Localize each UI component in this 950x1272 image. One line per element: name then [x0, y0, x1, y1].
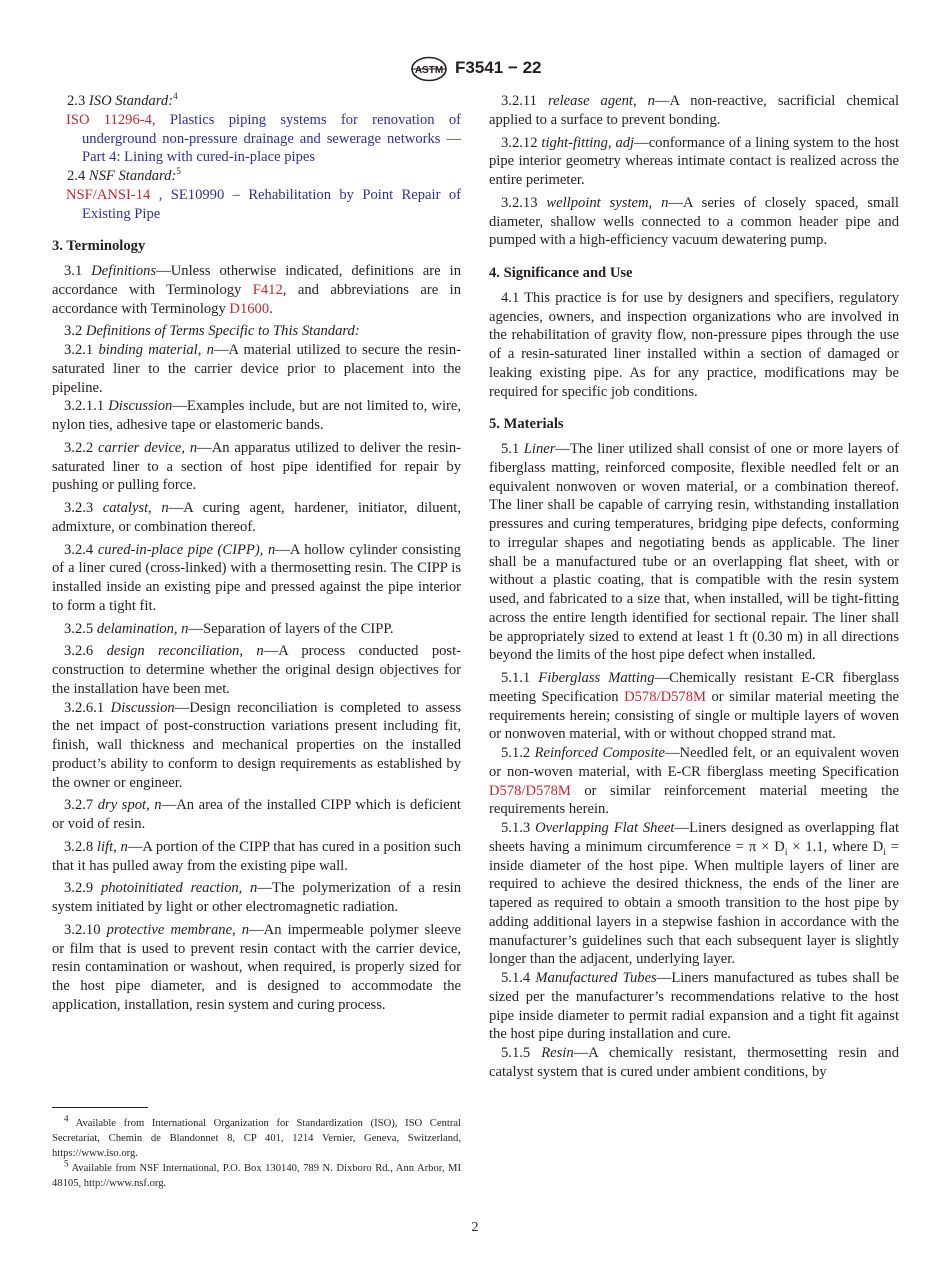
d578-link[interactable]: D578/D578M: [624, 688, 706, 705]
section-number: 2.3: [67, 93, 86, 109]
paragraph-3-2-6: [52, 642, 461, 698]
para-number: 3.2.10: [64, 921, 101, 938]
paragraph-3-2-11: [489, 92, 899, 130]
paragraph-4-1: 4.1 This practice is for use by designers and specifiers, regulatory agencies, owners, and inspection organizations who are involved in the rehabilitation of gravity flow, non-pressure pipes through the use of a resin-saturated liner installed within a section of damaged or leaking existing pipe. As for any practice, modifications may be required for specific job conditions.: [489, 289, 899, 400]
para-text: —Liners designed as overlapping flat sheets having a minimum circumference = π × D: [489, 820, 899, 855]
document-id: F3541 − 22: [455, 58, 542, 77]
para-number: 3.2.8: [64, 838, 94, 855]
para-number: 5.1.2: [501, 745, 531, 761]
footnotes: [52, 1113, 461, 1191]
para-text: —A chemically resistant, thermosetting resin and catalyst system that is cured under ambient conditions, by: [489, 1045, 899, 1080]
d1600-link[interactable]: D1600: [229, 300, 270, 317]
paragraph-5-1: [489, 440, 899, 665]
para-number: 5.1.3: [501, 820, 531, 836]
page-number: 2: [471, 1220, 479, 1235]
f412-link[interactable]: F412: [252, 281, 283, 298]
term: release agent, n: [547, 93, 655, 109]
para-number: 3.2.7: [64, 797, 94, 814]
paragraph-3-2-7: [52, 796, 461, 834]
nsf-code-link[interactable]: NSF/ANSI-14: [66, 186, 151, 203]
para-text: —The liner utilized shall consist of one or more layers of fiberglass matting, reinforced composite, flexible needled felt or an equivalent nonwoven or woven material, or a combination thereof. The liner shall be capable of carrying resin, withstanding installation pressures and curing temperatures, bridging pipe defects, conforming to irregular shapes and negotiating bends as applicable. The liner shall be a manufactured tube or an overlapping flat sheet, with or without a plastic coating, that is compatible with the resin system used, and fabricated to a size that, when installed, will be tight-fitting across the entire length identified for sectional repair. The liner shall be appropriately sized to extend at least 1 ft (0.30 m) in all directions beyond the limits of the host pipe defect when installed.: [489, 441, 899, 664]
term: Definitions: [91, 263, 157, 279]
heading-significance-and-use: 4. Significance and Use: [489, 265, 633, 281]
para-text: .: [269, 300, 273, 317]
heading-materials: 5. Materials: [489, 416, 564, 433]
para-text: , and abbreviations are in accordance with Terminology: [52, 281, 461, 317]
para-text: or similar material meeting the requirements herein; consisting of single or multiple layers of woven or nonwoven material, with or without chopped strand mat.: [489, 688, 899, 743]
section-number: 2.4: [67, 168, 86, 184]
para-text: or similar reinforcement material meeting the requirements herein.: [489, 782, 899, 818]
paragraph-3-1: [52, 262, 461, 318]
term: binding material, n: [98, 342, 214, 358]
para-number: 3.1: [64, 263, 83, 279]
term: dry spot, n: [97, 797, 162, 814]
page-header: [0, 56, 950, 82]
term: Fiberglass Matting: [538, 670, 655, 686]
term: Discussion: [110, 699, 175, 716]
para-number: 3.2.1: [64, 342, 94, 358]
para-text: —A non-reactive, sacrificial chemical applied to a surface to prevent bonding.: [489, 93, 900, 128]
para-number: 3.2.11: [501, 93, 537, 109]
para-text: —Examples include, but are not limited to, wire, nylon ties, adhesive tape or elastomeric bands.: [52, 398, 461, 433]
para-text: —A process conducted post-construction to determine whether the original design objectives for the installation have been met.: [52, 643, 462, 697]
para-number: 3.2.5: [64, 620, 94, 637]
para-text: × 1.1, where D: [787, 838, 884, 855]
left-column: [52, 92, 461, 1019]
para-text: —A hollow cylinder consisting of a liner cured (cross-linked) with a thermosetting resin. The CIPP is installed inside an existing pipe and pressed against the pipe interior to form a tight fit.: [52, 541, 461, 614]
section-2-3: [52, 92, 461, 111]
term: Overlapping Flat Sheet: [535, 820, 675, 836]
para-text: —A curing agent, hardener, initiator, diluent, admixture, or combination thereof.: [52, 500, 461, 535]
para-number: 3.2.6: [64, 643, 94, 660]
iso-reference: [52, 111, 461, 167]
logo-text: ASTM: [414, 65, 444, 76]
term: carrier device, n: [98, 439, 198, 456]
d578-link[interactable]: D578/D578M: [489, 782, 571, 799]
nsf-reference: [52, 186, 461, 224]
paragraph-5-1-1: [489, 669, 899, 744]
para-text: —The polymerization of a resin system initiated by light or other electromagnetic radiation.: [52, 880, 461, 915]
subscript: i: [883, 846, 886, 857]
term: Definitions of Terms Specific to This Standard:: [85, 323, 360, 340]
paragraph-5-1-2: [489, 744, 899, 819]
para-number: 3.2.6.1: [64, 699, 105, 716]
para-text: —A portion of the CIPP that has cured in a position such that it has pulled away from the existing pipe wall.: [52, 838, 461, 874]
para-number: 3.2.13: [501, 194, 538, 211]
paragraph-5-1-5: [489, 1044, 899, 1082]
term: lift, n: [96, 838, 128, 855]
term: Resin: [541, 1045, 574, 1061]
paragraph-3-2-1-1: [52, 397, 461, 435]
para-number: 3.2.2: [64, 439, 94, 456]
para-text: —conformance of a lining system to the host pipe interior geometry whereas intimate contact is realized across the entire perimeter.: [489, 134, 899, 188]
footnote-mark: 5: [64, 1158, 69, 1169]
footnote-5: [52, 1158, 461, 1191]
paragraph-3-2-4: [52, 541, 461, 616]
iso-title-link[interactable]: , Plastics piping systems for renovation of underground non-pressure drainage and sewerage networks — Part 4: Lining with cured-in-place pipes: [82, 111, 461, 166]
para-number: 5.1.5: [501, 1045, 531, 1061]
nsf-title-link[interactable]: , SE10990 – Rehabilitation by Point Repair of Existing Pipe: [82, 186, 461, 222]
para-text: —A material utilized to secure the resin-saturated liner to the carrier device prior to placement into the pipeline.: [52, 342, 462, 396]
right-column: [489, 92, 899, 1082]
paragraph-5-1-4: [489, 969, 899, 1044]
para-text: = inside diameter of the host pipe. When multiple layers of liner are required to achieve the desired thickness, the ends of the liner are tapered as required to obtain a smooth transition to the host pipe by adding additional layers in a stepwise fashion in accordance with the manufacturer’s guidelines such that each subsequent layer is slightly longer than the adjacent, underlying layer.: [489, 838, 899, 968]
section-2-4: [52, 167, 461, 186]
para-text: —Chemically resistant E-CR fiberglass meeting Specification: [489, 670, 900, 705]
paragraph-5-1-3: [489, 819, 899, 969]
section-title: NSF Standard:: [88, 168, 177, 184]
iso-code-link[interactable]: ISO 11296-4: [66, 111, 152, 128]
paragraph-3-2-5: [52, 620, 461, 639]
para-number: 5.1.1: [501, 670, 531, 686]
term: wellpoint system, n: [546, 194, 669, 211]
para-number: 5.1: [501, 441, 520, 457]
para-number: 3.2.12: [501, 134, 538, 151]
para-number: 5.1.4: [501, 970, 531, 986]
para-text: —Needled felt, or an equivalent woven or non-woven material, with E-CR fiberglass meeting Specification: [489, 745, 899, 780]
paragraph-3-2-6-1: [52, 699, 461, 793]
term: protective membrane, n: [106, 921, 250, 938]
para-text: —Design reconciliation is completed to assess the net impact of post-construction variations present including fit, finish, wall thickness and mechanical properties on the installed product’s ability to conform to design requirements as established by the owner or engineer.: [52, 699, 461, 791]
paragraph-3-2: [52, 322, 461, 341]
astm-logo-icon: [410, 56, 448, 82]
para-text: —Separation of layers of the CIPP.: [188, 620, 394, 637]
term: Discussion: [108, 398, 173, 415]
term: delamination, n: [96, 620, 189, 637]
term: Liner: [523, 441, 556, 457]
para-text: —An area of the installed CIPP which is deficient or void of resin.: [52, 797, 461, 832]
para-number: 3.2: [64, 323, 83, 340]
footnote-text: Available from International Organization for Standardization (ISO), ISO Central Secretariat, Chemin de Blandonnet 8, CP 401, 1214 Vernier, Geneva, Switzerland, https://www.iso.org.: [52, 1118, 461, 1159]
paragraph-3-2-2: [52, 439, 461, 495]
para-number: 3.2.9: [64, 880, 94, 897]
para-text: —A series of closely spaced, small diameter, shallow wells connected to a common header pipe and pumped with a high-efficiency vacuum dewatering pump.: [489, 194, 899, 249]
subscript: i: [784, 846, 788, 857]
term: tight-fitting, adj: [541, 134, 635, 151]
para-text: —Unless otherwise indicated, definitions are in accordance with Terminology: [52, 263, 461, 298]
para-number: 3.2.3: [64, 500, 94, 516]
footnote-4: [52, 1113, 461, 1161]
paragraph-3-2-8: [52, 838, 461, 876]
term: catalyst, n: [102, 500, 169, 516]
term: design reconciliation, n: [106, 643, 264, 660]
paragraph-3-2-1: [52, 341, 461, 397]
para-text: —An apparatus utilized to deliver the resin-saturated liner to a section of host pipe identified for repair by pushing or pulling force.: [52, 439, 461, 494]
paragraph-3-2-10: [52, 921, 461, 1015]
footnote-text: Available from NSF International, P.O. Box 130140, 789 N. Dixboro Rd., Ann Arbor, MI 48105, http://www.nsf.org.: [52, 1163, 461, 1189]
term: cured-in-place pipe (CIPP), n: [97, 541, 276, 558]
term: Manufactured Tubes: [535, 970, 657, 986]
footnote-ref: 5: [176, 166, 181, 177]
paragraph-3-2-9: [52, 879, 461, 917]
heading-terminology: 3. Terminology: [52, 238, 146, 255]
para-text: —An impermeable polymer sleeve or film that is used to prevent resin contact with the carrier device, resin contamination or washout, when required, is properly sized for the host pipe diameter, and is designed to accommodate the application, installation, resin system and curing process.: [52, 921, 461, 1013]
paragraph-3-2-12: [489, 134, 899, 190]
paragraph-3-2-13: [489, 194, 899, 250]
footnote-divider: [52, 1107, 148, 1108]
paragraph-3-2-3: [52, 499, 461, 537]
para-number: 3.2.4: [64, 541, 94, 558]
term: Reinforced Composite: [534, 745, 665, 761]
para-number: 3.2.1.1: [64, 398, 105, 415]
footnote-ref: 4: [173, 91, 178, 102]
section-title: ISO Standard:: [88, 93, 174, 109]
para-text: —Liners manufactured as tubes shall be sized per the manufacturer’s recommendations relative to the host pipe inside diameter to permit radial expansion and a tight fit against the host pipe during installation and cure.: [489, 970, 899, 1043]
term: photoinitiated reaction, n: [100, 880, 258, 897]
footnote-mark: 4: [64, 1113, 69, 1124]
